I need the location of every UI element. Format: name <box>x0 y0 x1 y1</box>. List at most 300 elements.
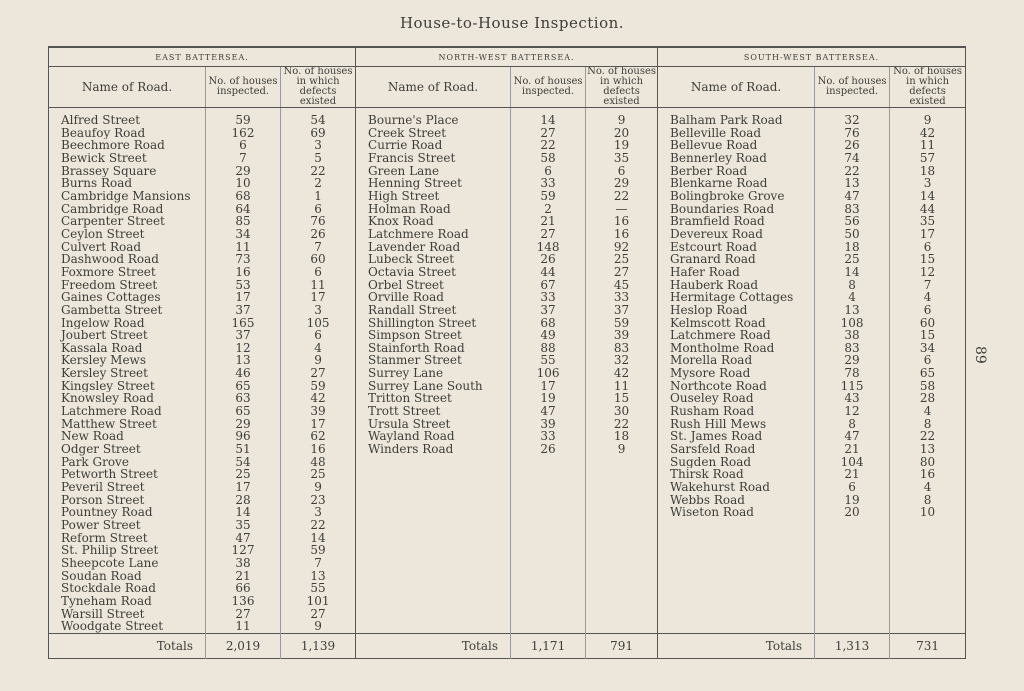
houses-inspected-cell: 115 <box>815 380 890 393</box>
road-name-cell: Ursula Street <box>368 417 451 431</box>
houses-inspected-cell: 37 <box>206 329 281 342</box>
houses-inspected-cell: 148 <box>511 241 586 254</box>
houses-defects-cell: 34 <box>890 342 966 355</box>
houses-inspected-cell: 63 <box>206 392 281 405</box>
houses-inspected-cell: 64 <box>206 203 281 216</box>
houses-inspected-cell: 29 <box>206 165 281 178</box>
table-row <box>49 241 966 254</box>
houses-defects-cell: 6 <box>281 203 356 216</box>
houses-defects-cell: 7 <box>281 557 356 570</box>
houses-defects-cell: 13 <box>281 570 356 583</box>
road-name-cell: Warsill Street <box>61 607 145 621</box>
total-defects: 731 <box>890 633 966 658</box>
houses-inspected-cell: 47 <box>206 532 281 545</box>
empty-cell <box>356 544 511 557</box>
road-name-cell: Randall Street <box>368 303 457 317</box>
road-name-cell: Estcourt Road <box>670 240 757 254</box>
road-name-cell: Winders Road <box>368 443 454 456</box>
houses-defects-cell: 16 <box>890 468 966 481</box>
empty-cell <box>815 519 890 532</box>
houses-inspected-cell: 20 <box>815 506 890 519</box>
road-name-cell: Morella Road <box>670 354 753 368</box>
road-name-cell: Knox Road <box>368 215 434 228</box>
houses-inspected-cell: 13 <box>206 354 281 367</box>
houses-inspected-cell: 22 <box>511 139 586 152</box>
road-name-cell: Latchmere Road <box>670 329 771 342</box>
houses-defects-cell: 27 <box>281 367 356 380</box>
road-name-cell: Surrey Lane South <box>368 379 483 393</box>
road-name-cell: Kingsley Street <box>61 379 155 393</box>
road-name-cell: Gambetta Street <box>61 303 163 317</box>
table-row <box>49 481 966 494</box>
road-name-cell: Bourne's Place <box>368 113 459 127</box>
road-name-cell: Berber Road <box>670 164 748 178</box>
road-name-cell: Ouseley Road <box>670 392 754 406</box>
road-name-cell: Freedom Street <box>61 278 158 292</box>
table-row <box>49 177 966 190</box>
empty-cell <box>586 557 658 570</box>
houses-inspected-cell: 14 <box>511 108 586 127</box>
houses-defects-cell: 55 <box>281 582 356 595</box>
houses-defects-cell: 59 <box>586 317 658 330</box>
road-name-cell: Balham Park Road <box>670 113 783 127</box>
houses-defects-cell: 3 <box>281 304 356 317</box>
empty-cell <box>511 570 586 583</box>
houses-defects-cell: 9 <box>586 443 658 456</box>
houses-inspected-cell: 14 <box>815 266 890 279</box>
road-name-cell: Bellevue Road <box>670 139 758 152</box>
houses-inspected-cell: 38 <box>206 557 281 570</box>
houses-defects-cell: 16 <box>586 228 658 241</box>
houses-defects-cell: 12 <box>890 266 966 279</box>
road-name-cell: Beaufoy Road <box>61 126 146 140</box>
road-name-cell: Granard Road <box>670 253 756 266</box>
houses-inspected-cell: 85 <box>206 215 281 228</box>
road-name-cell: Reform Street <box>61 531 148 545</box>
houses-inspected-cell: 108 <box>815 317 890 330</box>
houses-inspected-cell: 25 <box>815 253 890 266</box>
houses-defects-cell: 10 <box>890 506 966 519</box>
empty-cell <box>586 519 658 532</box>
table-row <box>49 595 966 608</box>
houses-inspected-cell: 19 <box>815 494 890 507</box>
road-name-cell: Stainforth Road <box>368 341 465 355</box>
houses-inspected-cell: 29 <box>815 354 890 367</box>
houses-defects-cell: 27 <box>586 266 658 279</box>
table-row <box>49 317 966 330</box>
houses-inspected-cell: 39 <box>511 418 586 431</box>
houses-defects-cell: 15 <box>890 253 966 266</box>
empty-cell <box>890 582 966 595</box>
houses-inspected-cell: 106 <box>511 367 586 380</box>
houses-inspected-cell: 27 <box>206 608 281 621</box>
houses-inspected-cell: 2 <box>511 203 586 216</box>
houses-inspected-cell: 88 <box>511 342 586 355</box>
table-row <box>49 544 966 557</box>
houses-defects-cell: 19 <box>586 139 658 152</box>
empty-cell <box>586 570 658 583</box>
table-row <box>49 418 966 431</box>
table-row <box>49 203 966 216</box>
houses-inspected-cell: 14 <box>206 506 281 519</box>
road-name-cell: Sarsfeld Road <box>670 443 756 456</box>
houses-defects-cell: 17 <box>281 418 356 431</box>
table-row <box>49 456 966 469</box>
empty-cell <box>586 494 658 507</box>
houses-defects-cell: 9 <box>281 620 356 633</box>
table-row <box>49 443 966 456</box>
houses-defects-cell: 17 <box>890 228 966 241</box>
total-inspected: 2,019 <box>206 633 281 658</box>
road-name-cell: Matthew Street <box>61 417 157 431</box>
road-name-cell: Latchmere Road <box>368 227 469 241</box>
houses-inspected-cell: 6 <box>815 481 890 494</box>
houses-defects-cell: 45 <box>586 279 658 292</box>
houses-inspected-cell: 51 <box>206 443 281 456</box>
houses-inspected-cell: 66 <box>206 582 281 595</box>
empty-cell <box>815 595 890 608</box>
houses-inspected-cell: 17 <box>511 380 586 393</box>
column-header-road: Name of Road. <box>49 67 206 108</box>
houses-defects-cell: 22 <box>281 519 356 532</box>
houses-inspected-cell: 26 <box>511 253 586 266</box>
table-row <box>49 266 966 279</box>
houses-inspected-cell: 8 <box>815 418 890 431</box>
road-name-cell: Carpenter Street <box>61 215 165 228</box>
road-name-cell: St. Philip Street <box>61 544 159 557</box>
road-name-cell: Wayland Road <box>368 430 455 444</box>
houses-inspected-cell: 59 <box>206 108 281 127</box>
empty-cell <box>658 532 815 545</box>
houses-defects-cell: 5 <box>281 152 356 165</box>
empty-cell <box>586 456 658 469</box>
houses-defects-cell: 6 <box>281 329 356 342</box>
table-row <box>49 380 966 393</box>
houses-defects-cell: 16 <box>281 443 356 456</box>
houses-defects-cell: 48 <box>281 456 356 469</box>
empty-cell <box>658 595 815 608</box>
houses-defects-cell: 44 <box>890 203 966 216</box>
road-name-cell: Henning Street <box>368 177 462 190</box>
table-row <box>49 506 966 519</box>
empty-cell <box>890 557 966 570</box>
houses-defects-cell: 80 <box>890 456 966 469</box>
totals-row <box>49 633 966 658</box>
houses-inspected-cell: 162 <box>206 127 281 140</box>
houses-inspected-cell: 104 <box>815 456 890 469</box>
table-row <box>49 354 966 367</box>
houses-defects-cell: 35 <box>890 215 966 228</box>
table-row <box>49 608 966 621</box>
column-header-defects: No. of houses in which defects existed <box>890 67 966 108</box>
houses-defects-cell: 54 <box>281 108 356 127</box>
houses-defects-cell: 30 <box>586 405 658 418</box>
houses-defects-cell: 6 <box>281 266 356 279</box>
empty-cell <box>815 544 890 557</box>
houses-defects-cell: 14 <box>281 532 356 545</box>
houses-defects-cell: 27 <box>281 608 356 621</box>
section-header-north-west: NORTH-WEST BATTERSEA. <box>356 47 658 67</box>
road-name-cell: Foxmore Street <box>61 265 156 279</box>
road-name-cell: Kersley Mews <box>61 354 146 368</box>
houses-inspected-cell: 19 <box>511 392 586 405</box>
empty-cell <box>890 608 966 621</box>
houses-defects-cell: 13 <box>890 443 966 456</box>
table-row <box>49 519 966 532</box>
empty-cell <box>815 532 890 545</box>
road-name-cell: Burns Road <box>61 177 133 190</box>
houses-inspected-cell: 16 <box>206 266 281 279</box>
table-row <box>49 620 966 633</box>
houses-inspected-cell: 27 <box>511 228 586 241</box>
houses-defects-cell: 60 <box>890 317 966 330</box>
houses-inspected-cell: 32 <box>815 108 890 127</box>
houses-inspected-cell: 6 <box>511 165 586 178</box>
houses-inspected-cell: 26 <box>511 443 586 456</box>
column-header-inspected: No. of houses inspected. <box>815 67 890 108</box>
empty-cell <box>356 481 511 494</box>
houses-defects-cell: 4 <box>890 405 966 418</box>
road-name-cell: Ceylon Street <box>61 227 145 241</box>
empty-cell <box>356 595 511 608</box>
houses-inspected-cell: 46 <box>206 367 281 380</box>
road-name-cell: Cambridge Road <box>61 202 164 216</box>
total-defects: 791 <box>586 633 658 658</box>
houses-inspected-cell: 78 <box>815 367 890 380</box>
road-name-cell: Lavender Road <box>368 240 461 254</box>
houses-inspected-cell: 83 <box>815 342 890 355</box>
houses-inspected-cell: 12 <box>206 342 281 355</box>
houses-inspected-cell: 83 <box>815 203 890 216</box>
houses-inspected-cell: 27 <box>511 127 586 140</box>
houses-inspected-cell: 47 <box>511 405 586 418</box>
road-name-cell: Shillington Street <box>368 316 477 330</box>
road-name-cell: Trott Street <box>368 405 441 418</box>
houses-defects-cell: 42 <box>890 127 966 140</box>
road-name-cell: Petworth Street <box>61 468 158 482</box>
road-name-cell: Surrey Lane <box>368 367 444 380</box>
road-name-cell: Pountney Road <box>61 506 153 519</box>
column-header-defects: No. of houses in which defects existed <box>281 67 356 108</box>
houses-defects-cell: 8 <box>890 418 966 431</box>
houses-defects-cell: 16 <box>586 215 658 228</box>
houses-inspected-cell: 37 <box>511 304 586 317</box>
houses-inspected-cell: 11 <box>206 241 281 254</box>
totals-label: Totals <box>658 633 815 658</box>
road-name-cell: Rush Hill Mews <box>670 417 767 431</box>
houses-inspected-cell: 26 <box>815 139 890 152</box>
table-row <box>49 190 966 203</box>
houses-inspected-cell: 6 <box>206 139 281 152</box>
empty-cell <box>356 608 511 621</box>
houses-defects-cell: 26 <box>281 228 356 241</box>
road-name-cell: Dashwood Road <box>61 253 159 266</box>
empty-cell <box>511 582 586 595</box>
road-name-cell: Knowsley Road <box>61 392 154 406</box>
empty-cell <box>511 620 586 633</box>
houses-defects-cell: 17 <box>281 291 356 304</box>
houses-inspected-cell: 65 <box>206 405 281 418</box>
houses-defects-cell: 58 <box>890 380 966 393</box>
houses-defects-cell: 2 <box>281 177 356 190</box>
houses-inspected-cell: 49 <box>511 329 586 342</box>
houses-inspected-cell: 12 <box>815 405 890 418</box>
houses-defects-cell: — <box>586 203 658 216</box>
houses-inspected-cell: 7 <box>206 152 281 165</box>
table-row <box>49 367 966 380</box>
houses-inspected-cell: 74 <box>815 152 890 165</box>
empty-cell <box>815 557 890 570</box>
houses-inspected-cell: 10 <box>206 177 281 190</box>
empty-cell <box>511 595 586 608</box>
houses-inspected-cell: 165 <box>206 317 281 330</box>
houses-defects-cell: 9 <box>281 354 356 367</box>
empty-cell <box>658 570 815 583</box>
road-name-cell: Kelmscott Road <box>670 316 766 330</box>
total-inspected: 1,313 <box>815 633 890 658</box>
road-name-cell: Northcote Road <box>670 379 767 393</box>
houses-defects-cell: 9 <box>890 108 966 127</box>
houses-defects-cell: 29 <box>586 177 658 190</box>
houses-defects-cell: 4 <box>890 481 966 494</box>
column-header-road: Name of Road. <box>356 67 511 108</box>
road-name-cell: Sheepcote Lane <box>61 556 159 570</box>
empty-cell <box>586 620 658 633</box>
table-row <box>49 532 966 545</box>
houses-defects-cell: 83 <box>586 342 658 355</box>
road-name-cell: Orville Road <box>368 291 444 304</box>
road-name-cell: Ingelow Road <box>61 316 145 330</box>
houses-defects-cell: 28 <box>890 392 966 405</box>
houses-inspected-cell: 47 <box>815 190 890 203</box>
empty-cell <box>586 544 658 557</box>
empty-cell <box>356 532 511 545</box>
houses-inspected-cell: 33 <box>511 291 586 304</box>
houses-defects-cell: 3 <box>890 177 966 190</box>
houses-inspected-cell: 55 <box>511 354 586 367</box>
houses-inspected-cell: 21 <box>206 570 281 583</box>
table-row <box>49 392 966 405</box>
section-header-south-west: SOUTH-WEST BATTERSEA. <box>658 47 966 67</box>
houses-defects-cell: 62 <box>281 430 356 443</box>
houses-defects-cell: 23 <box>281 494 356 507</box>
table-row <box>49 291 966 304</box>
houses-defects-cell: 9 <box>586 108 658 127</box>
empty-cell <box>511 557 586 570</box>
road-name-cell: Currie Road <box>368 139 443 152</box>
houses-inspected-cell: 21 <box>815 468 890 481</box>
houses-defects-cell: 9 <box>281 481 356 494</box>
table-row <box>49 342 966 355</box>
houses-defects-cell: 6 <box>586 165 658 178</box>
road-name-cell: Gaines Cottages <box>61 291 161 304</box>
table-row <box>49 253 966 266</box>
empty-cell <box>586 481 658 494</box>
empty-cell <box>356 620 511 633</box>
empty-cell <box>890 544 966 557</box>
houses-defects-cell: 20 <box>586 127 658 140</box>
houses-inspected-cell: 21 <box>815 443 890 456</box>
road-name-cell: Latchmere Road <box>61 405 162 418</box>
houses-defects-cell: 105 <box>281 317 356 330</box>
empty-cell <box>356 456 511 469</box>
totals-label: Totals <box>49 633 206 658</box>
table-row <box>49 152 966 165</box>
houses-inspected-cell: 68 <box>206 190 281 203</box>
empty-cell <box>890 570 966 583</box>
road-name-cell: Tyneham Road <box>61 594 152 608</box>
road-name-cell: Bennerley Road <box>670 151 767 165</box>
empty-cell <box>511 456 586 469</box>
road-name-cell: Holman Road <box>368 202 451 216</box>
houses-defects-cell: 15 <box>586 392 658 405</box>
table-row <box>49 430 966 443</box>
table-row <box>49 228 966 241</box>
houses-defects-cell: 35 <box>586 152 658 165</box>
empty-cell <box>586 582 658 595</box>
empty-cell <box>511 608 586 621</box>
houses-defects-cell: 6 <box>890 241 966 254</box>
houses-defects-cell: 11 <box>281 279 356 292</box>
road-name-cell: Woodgate Street <box>61 620 164 634</box>
houses-inspected-cell: 4 <box>815 291 890 304</box>
road-name-cell: Cambridge Mansions <box>61 189 191 203</box>
road-name-cell: Rusham Road <box>670 405 755 418</box>
houses-defects-cell: 6 <box>890 354 966 367</box>
table-body <box>49 108 966 659</box>
table-row <box>49 570 966 583</box>
empty-cell <box>890 519 966 532</box>
road-name-cell: Stanmer Street <box>368 354 462 368</box>
houses-defects-cell: 11 <box>890 139 966 152</box>
houses-inspected-cell: 8 <box>815 279 890 292</box>
road-name-cell: Power Street <box>61 519 141 532</box>
table-row <box>49 127 966 140</box>
road-name-cell: Wakehurst Road <box>670 481 770 494</box>
houses-inspected-cell: 18 <box>815 241 890 254</box>
road-name-cell: Heslop Road <box>670 303 748 317</box>
houses-inspected-cell: 43 <box>815 392 890 405</box>
road-name-cell: Bramfield Road <box>670 215 765 228</box>
houses-inspected-cell: 28 <box>206 494 281 507</box>
houses-defects-cell: 76 <box>281 215 356 228</box>
road-name-cell: Stockdale Road <box>61 582 156 595</box>
empty-cell <box>815 608 890 621</box>
houses-inspected-cell: 11 <box>206 620 281 633</box>
road-name-cell: Kassala Road <box>61 341 143 355</box>
houses-defects-cell: 6 <box>890 304 966 317</box>
houses-defects-cell: 59 <box>281 380 356 393</box>
houses-inspected-cell: 67 <box>511 279 586 292</box>
houses-defects-cell: 3 <box>281 139 356 152</box>
houses-inspected-cell: 25 <box>206 468 281 481</box>
houses-defects-cell: 7 <box>890 279 966 292</box>
houses-inspected-cell: 21 <box>511 215 586 228</box>
empty-cell <box>511 506 586 519</box>
road-name-cell: Porson Street <box>61 493 145 507</box>
road-name-cell: Montholme Road <box>670 341 775 355</box>
table-row <box>49 582 966 595</box>
inspection-table <box>48 46 966 659</box>
houses-inspected-cell: 44 <box>511 266 586 279</box>
road-name-cell: Blenkarne Road <box>670 177 768 190</box>
houses-defects-cell: 1 <box>281 190 356 203</box>
houses-inspected-cell: 47 <box>815 430 890 443</box>
houses-defects-cell: 22 <box>890 430 966 443</box>
houses-defects-cell: 4 <box>890 291 966 304</box>
totals-label: Totals <box>356 633 511 658</box>
houses-inspected-cell: 53 <box>206 279 281 292</box>
